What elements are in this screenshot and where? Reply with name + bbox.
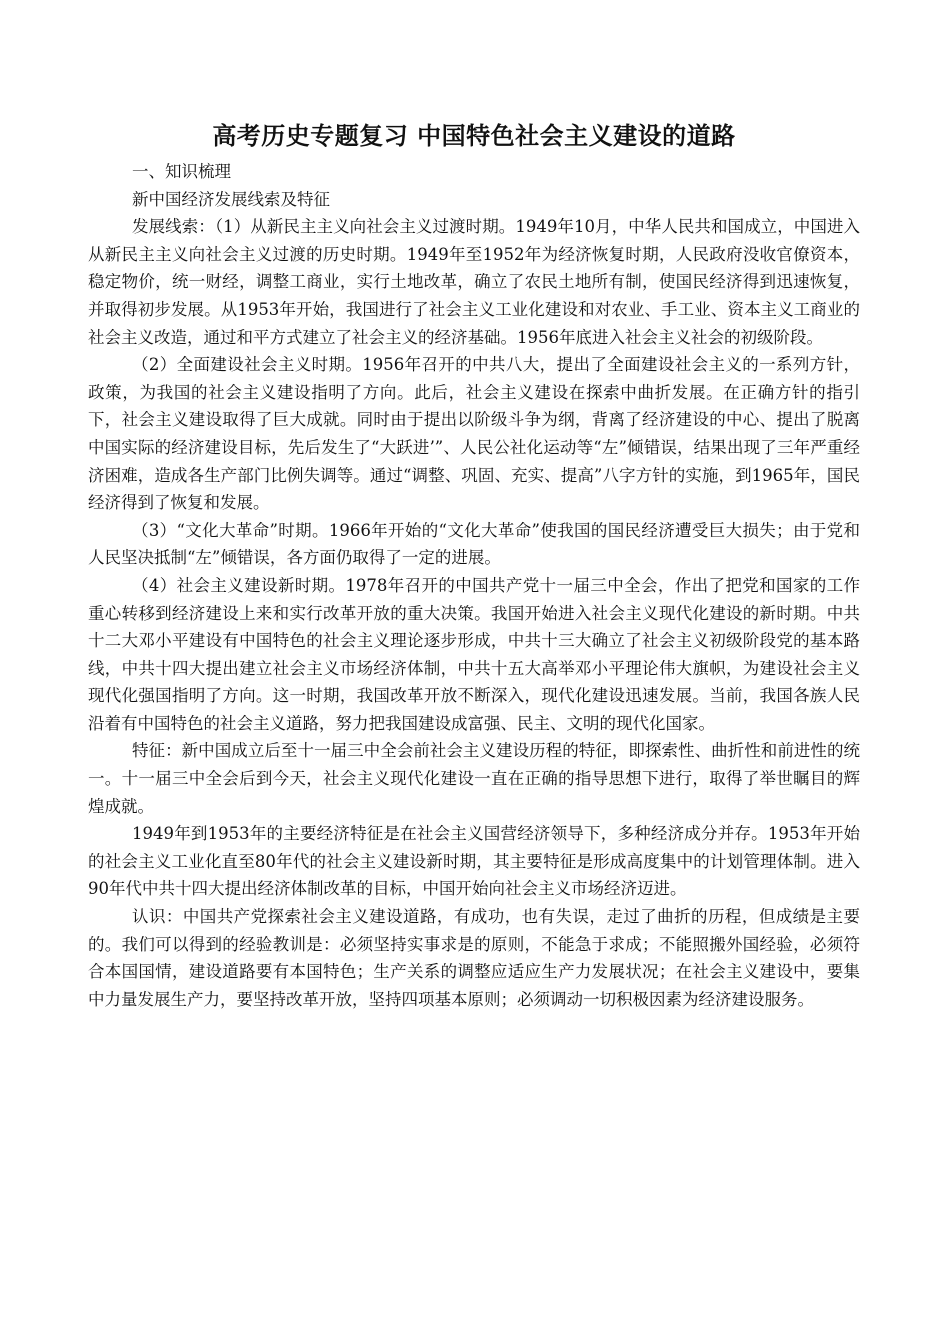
document-title: 高考历史专题复习 中国特色社会主义建设的道路: [212, 122, 736, 150]
paragraph-development-3: （3）“文化大革命”时期。1966年开始的“文化大革命”使我国的国民经济遭受巨大损失；由于党和人民坚决抵制“左”倾错误，各方面仍取得了一定的进展。: [88, 520, 860, 568]
paragraph-development-4: （4）社会主义建设新时期。1978年召开的中国共产党十一届三中全会，作出了把党和国家的工作重心转移到经济建设上来和实行改革开放的重大决策。我国开始进入社会主义现代化建设的新时期。中共十二大邓小平建设有中国特色的社会主义理论逐步形成，中共十三大确立了社会主义初级阶段党的基本路线，中共十四大提出建立社会主义市场经济体制，中共十五大高举邓小平理论伟大旗帜，为建设社会主义现代化强国指明了方向。这一时期，我国改革开放不断深入，现代化建设迅速发展。当前，我国各族人民沿着有中国特色的社会主义道路，努力把我国建设成富强、民主、文明的现代化国家。: [88, 575, 860, 733]
paragraph-economic-features: 1949年到1953年的主要经济特征是在社会主义国营经济领导下，多种经济成分并存。1953年开始的社会主义工业化直至80年代的社会主义建设新时期，其主要特征是形成高度集中的计划管理体制。进入90年代中共十四大提出经济体制改革的目标，中国开始向社会主义市场经济迈进。: [88, 824, 860, 899]
section-heading: 一、知识梳理: [132, 162, 231, 181]
paragraph-development-1: 发展线索：（1）从新民主主义向社会主义过渡时期。1949年10月，中华人民共和国成立，中国进入从新民主主义向社会主义过渡的历史时期。1949年至1952年为经济恢复时期，人民政府没收官僚资本，稳定物价，统一财经，调整工商业，实行土地改革，确立了农民土地所有制，使国民经济得到迅速恢复，并取得初步发展。从1953年开始，我国进行了社会主义工业化建设和对农业、手工业、资本主义工商业的社会主义改造，通过和平方式建立了社会主义的经济基础。1956年底进入社会主义社会的初级阶段。: [88, 217, 860, 347]
paragraph-development-2: （2）全面建设社会主义时期。1956年召开的中共八大，提出了全面建设社会主义的一系列方针，政策，为我国的社会主义建设指明了方向。此后，社会主义建设在探索中曲折发展。在正确方针的指引下，社会主义建设取得了巨大成就。同时由于提出以阶级斗争为纲，背离了经济建设的中心、提出了脱离中国实际的经济建设目标，先后发生了“大跃进’”、人民公社化运动等“左”倾错误，结果出现了三年严重经济困难，造成各生产部门比例失调等。通过“调整、巩固、充实、提高”八字方针的实施，到1965年，国民经济得到了恢复和发展。: [88, 355, 860, 513]
document-page: [88, 118, 860, 1013]
paragraph-features: 特征：新中国成立后至十一届三中全会前社会主义建设历程的特征，即探索性、曲折性和前进性的统一。十一届三中全会后到今天，社会主义现代化建设一直在正确的指导思想下进行，取得了举世瞩目的辉煌成就。: [88, 741, 860, 816]
subheading: 新中国经济发展线索及特征: [132, 189, 330, 209]
paragraph-understanding: 认识：中国共产党探索社会主义建设道路，有成功，也有失误，走过了曲折的历程，但成绩是主要的。我们可以得到的经验教训是：必须坚持实事求是的原则，不能急于求成；不能照搬外国经验，必须符合本国国情，建设道路要有本国特色；生产关系的调整应适应生产力发展状况；在社会主义建设中，要集中力量发展生产力，要坚持改革开放，坚持四项基本原则；必须调动一切积极因素为经济建设服务。: [88, 907, 860, 1009]
